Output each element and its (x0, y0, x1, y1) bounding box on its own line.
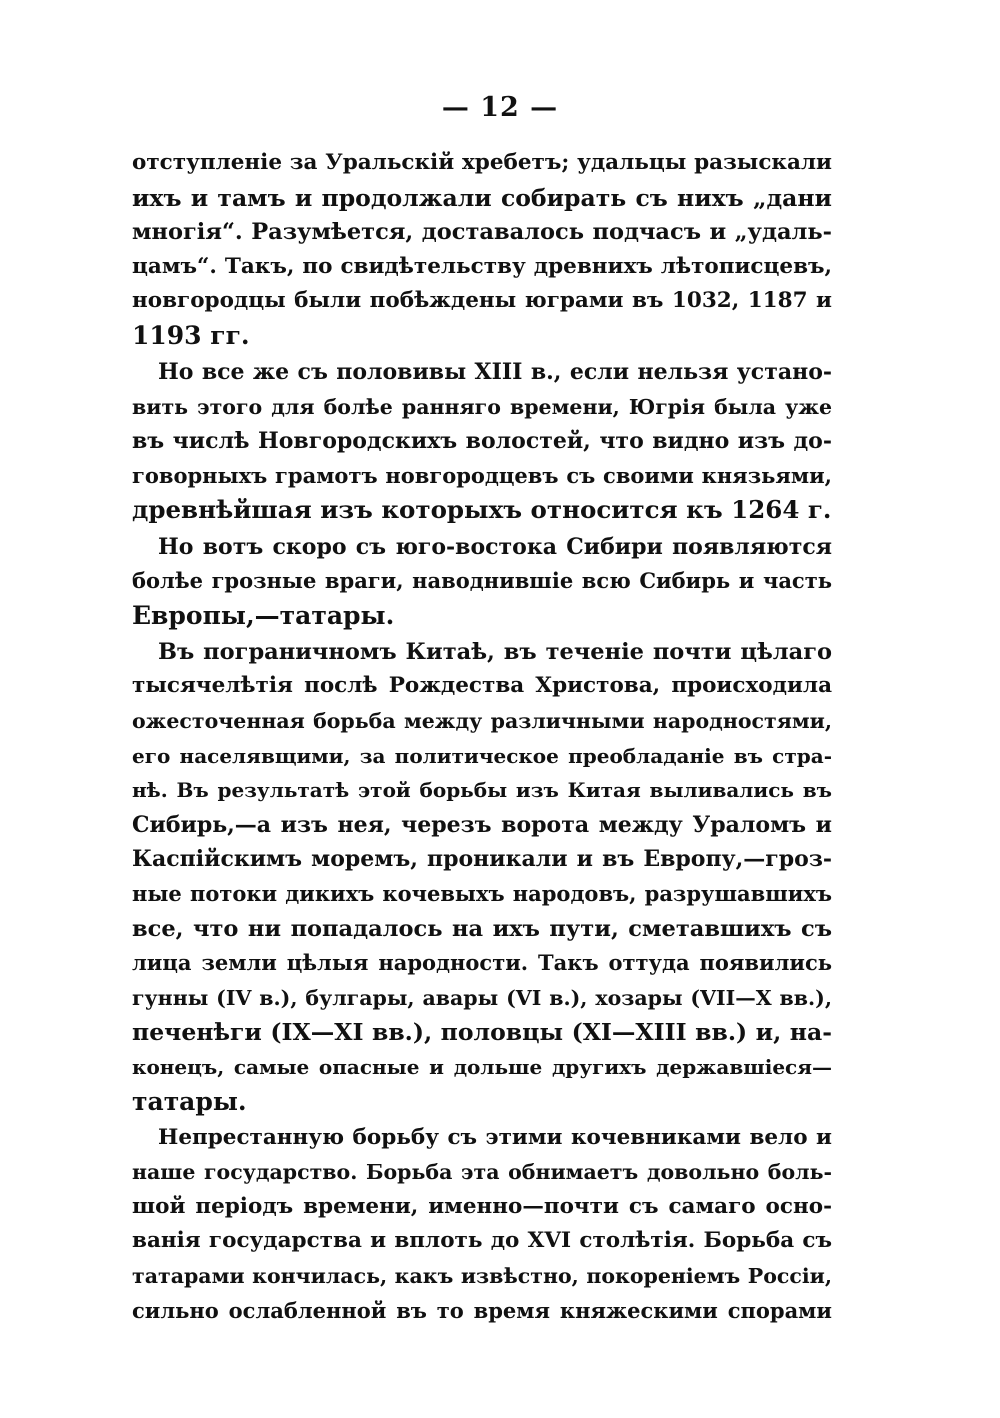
text-line: вить этого для болѣе ранняго времени, Югрія была уже (132, 394, 832, 419)
text-line: ихъ и тамъ и продолжали собирать съ нихъ „дани (132, 183, 832, 212)
text-line: древнѣйшая изъ которыхъ относится къ 1264 г. (132, 495, 832, 525)
text-line: татары. (132, 1086, 247, 1116)
paragraph (132, 635, 832, 1119)
text-line: новгородцы были побѣждены юграми въ 1032, 1187 и (132, 288, 832, 314)
page-number: — 12 — (441, 92, 559, 123)
text-line: Въ пограничномъ Китаѣ, въ теченіе почти цѣлаго (158, 638, 832, 665)
text-line: конецъ, самые опасные и дольше другихъ державшіеся— (132, 1054, 832, 1079)
text-line: Непрестанную борьбу съ этими кочевниками вело и (158, 1124, 832, 1150)
text-line: Но все же съ половивы XIII в., если нельзя устано- (158, 359, 832, 386)
text-line: 1193 гг. (132, 320, 250, 350)
text-line: шой періодъ времени, именно—почти съ самаго осно- (132, 1193, 832, 1219)
text-line: ные потоки дикихъ кочевыхъ народовъ, разрушавшихъ (132, 880, 832, 906)
text-line: ожесточенная борьба между различными народностями, (132, 709, 832, 733)
text-line: гунны (IV в.), булгары, авары (VI в.), хозары (VII—X вв.), (132, 985, 832, 1010)
text-line: отступленіе за Уральскій хребетъ; удальцы разыскали (132, 150, 832, 175)
text-line: ванія государства и вплоть до XVI столѣтія. Борьба съ (132, 1228, 832, 1254)
text-line: Каспійскимъ моремъ, проникали и въ Европу,—гроз- (132, 846, 832, 873)
text-line: наше государство. Борьба эта обнимаетъ довольно боль- (132, 1160, 832, 1185)
text-line: сильно ослабленной въ то время княжескими спорами (132, 1297, 832, 1323)
body-text (132, 146, 832, 1328)
text-line: его населявщими, за политическое преобладаніе въ стра- (132, 743, 832, 768)
text-line: болѣе грозные враги, наводнившіе всю Сибирь и часть (132, 568, 832, 594)
paragraph (132, 355, 832, 528)
text-line: лица земли цѣлыя народности. Такъ оттуда появились (132, 950, 832, 976)
text-line: многія“. Разумѣется, доставалось подчасъ и „удаль- (132, 219, 832, 246)
paragraph (132, 1121, 832, 1329)
text-line: тысячелѣтія послѣ Рождества Христова, происходила (132, 673, 832, 699)
text-line: печенѣги (IX—XI вв.), половцы (XI—XIII вв.) и, на- (132, 1018, 832, 1047)
paragraph (132, 146, 832, 354)
text-line: Сибирь,—а изъ нея, черезъ ворота между Ураломъ и (132, 811, 832, 838)
text-line: цамъ“. Такъ, по свидѣтельству древнихъ лѣтописцевъ, (132, 253, 832, 279)
text-line: татарами кончилась, какъ извѣстно, покореніемъ Россіи, (132, 1264, 832, 1288)
text-line: говорныхъ грамотъ новгородцевъ съ своими князьями, (132, 462, 832, 488)
paragraph (132, 530, 832, 634)
text-line: въ числѣ Новгородскихъ волостей, что видно изъ до- (132, 428, 832, 455)
text-line: Но вотъ скоро съ юго-востока Сибири появляются (158, 533, 832, 560)
text-line: нѣ. Въ результатѣ этой борьбы изъ Китая выливались въ (132, 778, 832, 803)
text-line: все, что ни попадалось на ихъ пути, сметавшихъ съ (132, 915, 832, 942)
text-line: Европы,—татары. (132, 600, 395, 630)
